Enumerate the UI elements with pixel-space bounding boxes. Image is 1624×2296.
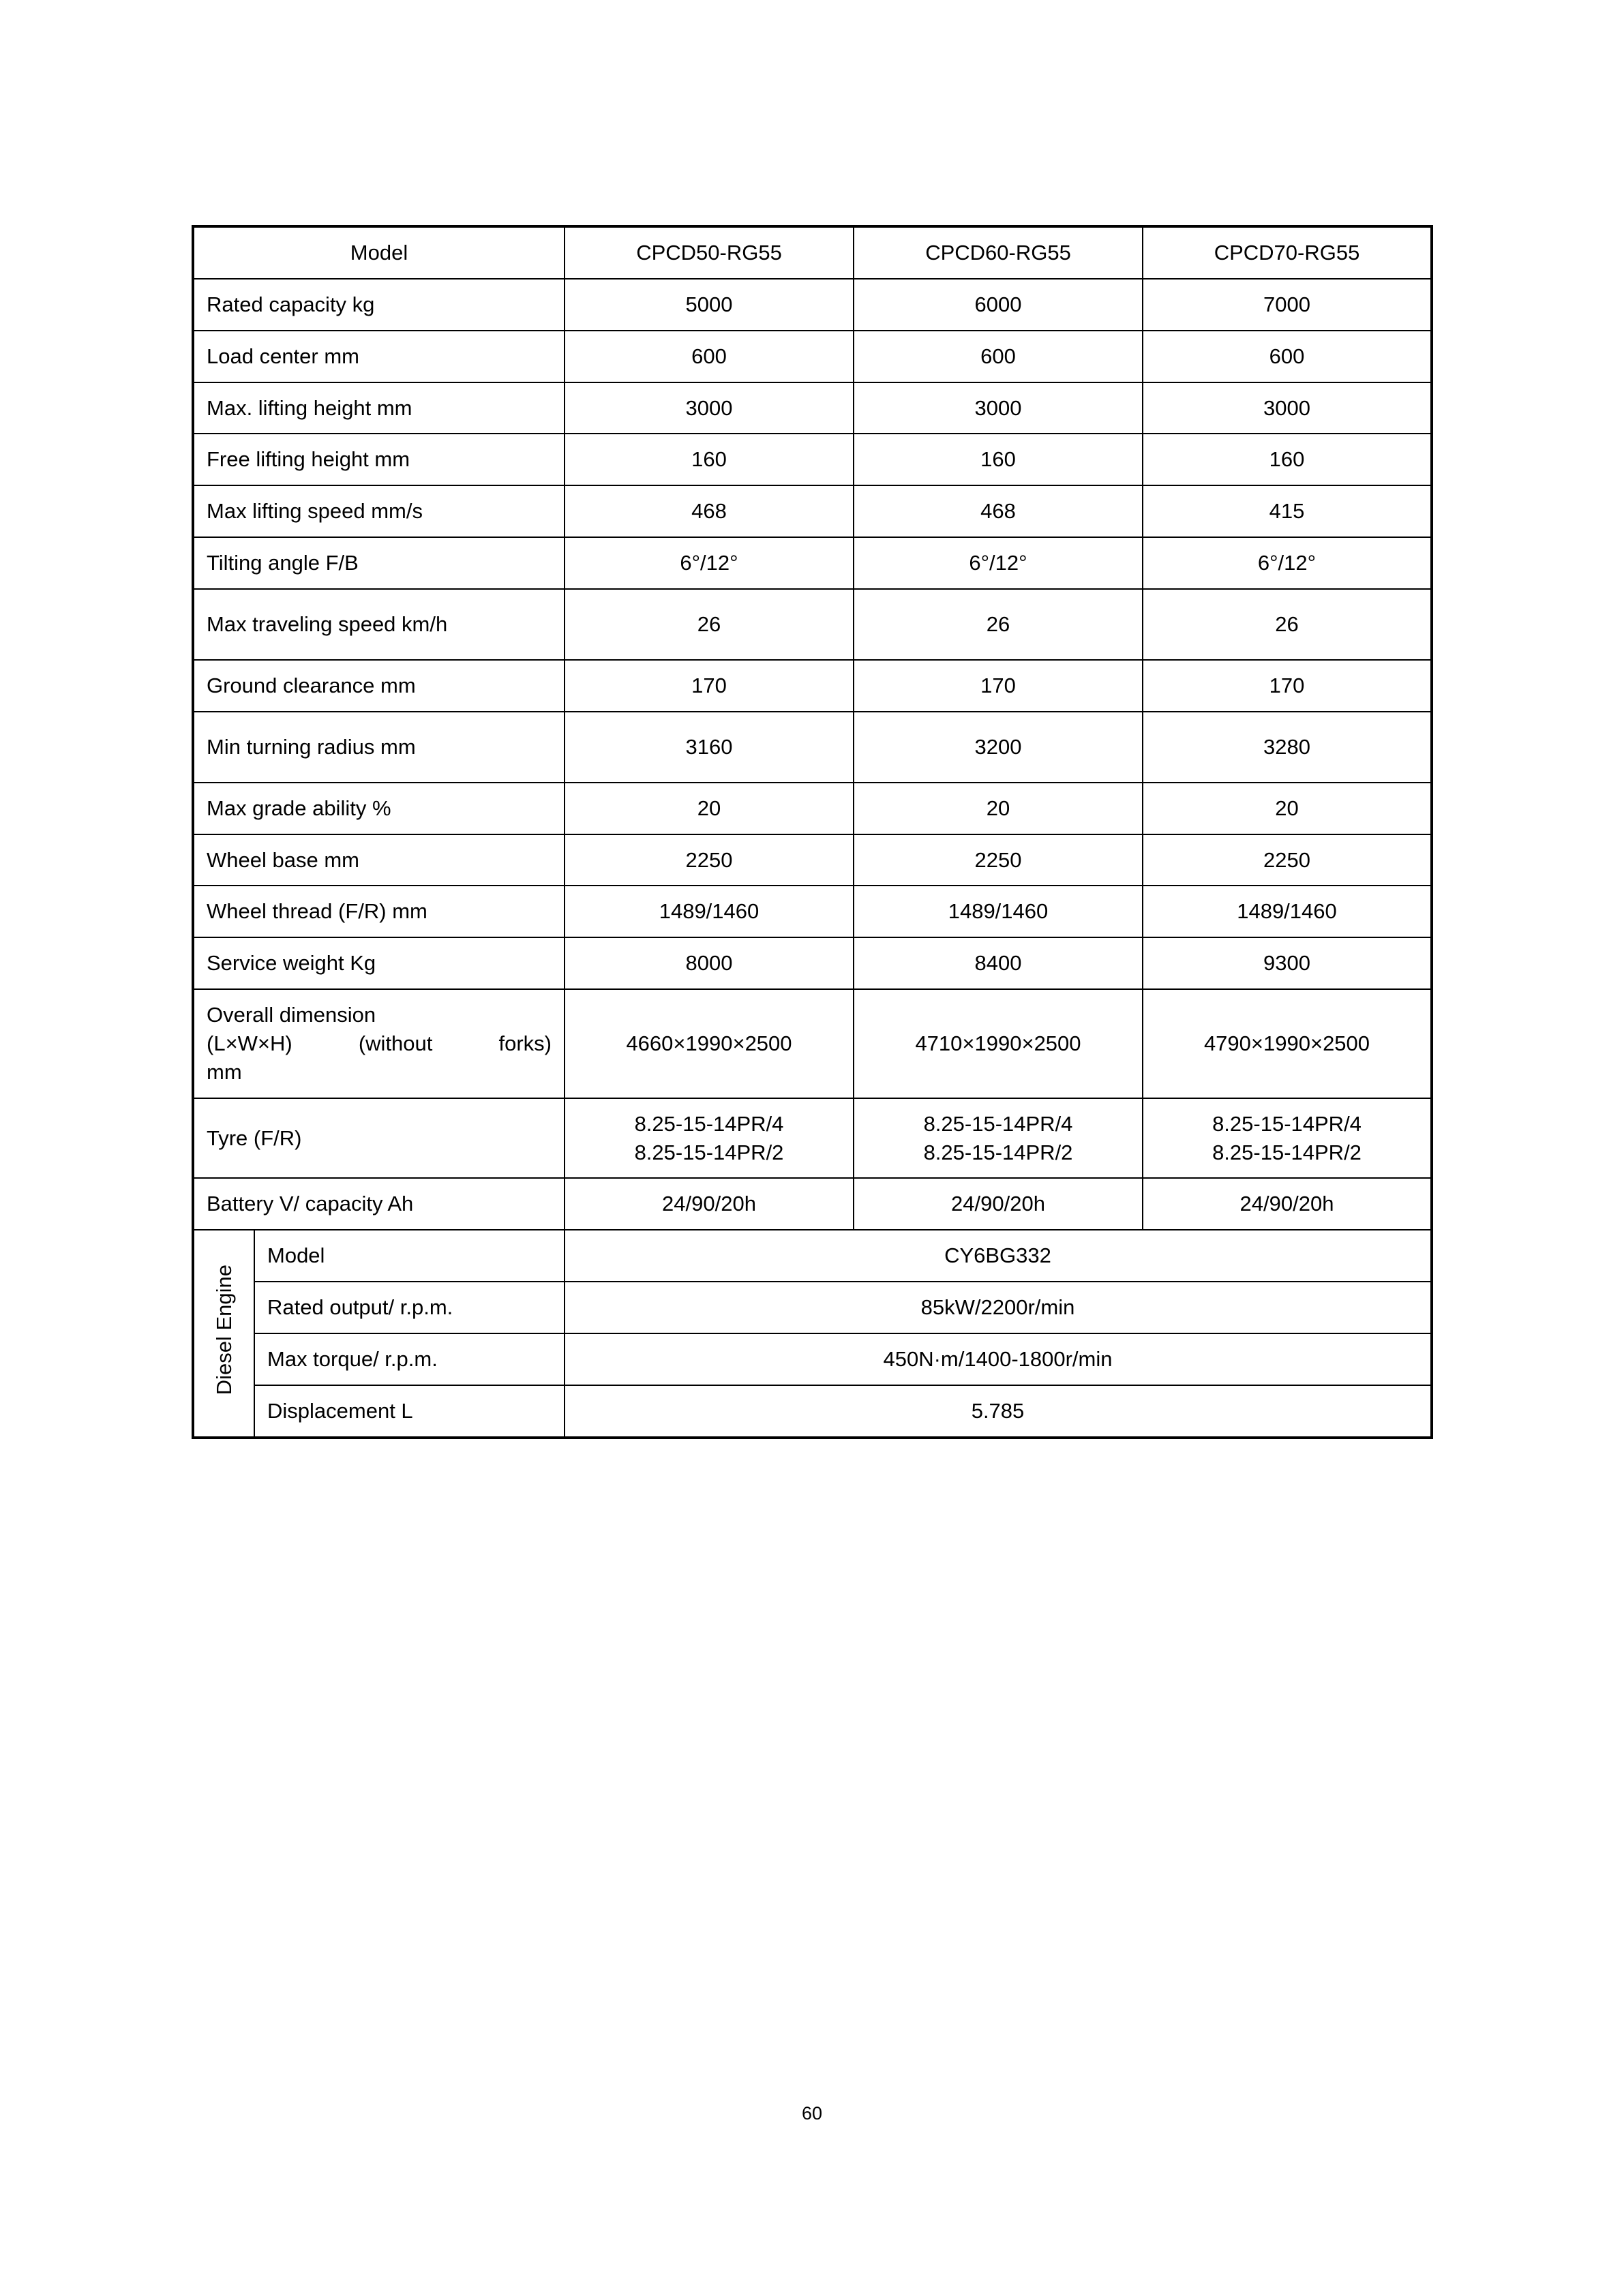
row-value: 600 — [1143, 331, 1432, 382]
row-value: 8000 — [565, 937, 854, 989]
engine-row-label: Displacement L — [254, 1385, 565, 1438]
row-value: 1489/1460 — [565, 886, 854, 937]
row-value: 170 — [854, 660, 1143, 712]
row-value: 24/90/20h — [565, 1178, 854, 1230]
row-value: 26 — [1143, 589, 1432, 660]
row-label-tyre: Tyre (F/R) — [193, 1098, 565, 1179]
row-label: Max grade ability % — [193, 783, 565, 834]
row-value: 6000 — [854, 279, 1143, 331]
table-row — [193, 382, 1432, 434]
row-value: 20 — [1143, 783, 1432, 834]
row-label-overall-dimension — [193, 989, 565, 1098]
row-value: 600 — [854, 331, 1143, 382]
row-value: 1489/1460 — [1143, 886, 1432, 937]
engine-row-label: Model — [254, 1230, 565, 1282]
engine-row-label: Max torque/ r.p.m. — [254, 1333, 565, 1385]
row-value: 5000 — [565, 279, 854, 331]
table-row — [193, 589, 1432, 660]
dim-line-1: Overall dimension — [207, 1003, 376, 1027]
row-label: Free lifting height mm — [193, 434, 565, 485]
row-value: 160 — [854, 434, 1143, 485]
header-model-3: CPCD70-RG55 — [1143, 226, 1432, 279]
table-row — [193, 783, 1432, 834]
row-value: 4660×1990×2500 — [565, 989, 854, 1098]
row-value: 170 — [565, 660, 854, 712]
table-row — [193, 712, 1432, 783]
row-label: Tilting angle F/B — [193, 537, 565, 589]
tyre-rear: 8.25-15-14PR/2 — [1212, 1140, 1362, 1164]
row-value-tyre — [854, 1098, 1143, 1179]
row-value: 4790×1990×2500 — [1143, 989, 1432, 1098]
row-value: 6°/12° — [854, 537, 1143, 589]
row-label: Ground clearance mm — [193, 660, 565, 712]
table-row-battery — [193, 1178, 1432, 1230]
table-row — [193, 485, 1432, 537]
engine-group-label — [193, 1230, 254, 1437]
header-model-2: CPCD60-RG55 — [854, 226, 1143, 279]
tyre-front: 8.25-15-14PR/4 — [923, 1111, 1073, 1136]
row-value: 20 — [854, 783, 1143, 834]
engine-row-max-torque — [193, 1333, 1432, 1385]
row-value: 3000 — [854, 382, 1143, 434]
header-model-1: CPCD50-RG55 — [565, 226, 854, 279]
row-value: 4710×1990×2500 — [854, 989, 1143, 1098]
engine-row-displacement — [193, 1385, 1432, 1438]
row-value: 7000 — [1143, 279, 1432, 331]
engine-row-value: 85kW/2200r/min — [565, 1282, 1432, 1333]
row-value: 24/90/20h — [1143, 1178, 1432, 1230]
row-value: 415 — [1143, 485, 1432, 537]
row-value: 6°/12° — [565, 537, 854, 589]
header-model-label: Model — [193, 226, 565, 279]
row-value: 2250 — [854, 834, 1143, 886]
row-label: Service weight Kg — [193, 937, 565, 989]
table-row — [193, 537, 1432, 589]
row-value: 3000 — [565, 382, 854, 434]
row-value: 2250 — [1143, 834, 1432, 886]
engine-row-rated-output — [193, 1282, 1432, 1333]
row-value: 170 — [1143, 660, 1432, 712]
row-value: 3160 — [565, 712, 854, 783]
table-row — [193, 834, 1432, 886]
row-label-battery: Battery V/ capacity Ah — [193, 1178, 565, 1230]
row-label: Wheel thread (F/R) mm — [193, 886, 565, 937]
row-value: 600 — [565, 331, 854, 382]
engine-row-value: CY6BG332 — [565, 1230, 1432, 1282]
row-value: 26 — [565, 589, 854, 660]
row-value-tyre — [1143, 1098, 1432, 1179]
row-label: Wheel base mm — [193, 834, 565, 886]
engine-row-value: 5.785 — [565, 1385, 1432, 1438]
row-value: 2250 — [565, 834, 854, 886]
tyre-rear: 8.25-15-14PR/2 — [634, 1140, 784, 1164]
row-value: 20 — [565, 783, 854, 834]
tyre-front: 8.25-15-14PR/4 — [1212, 1111, 1362, 1136]
row-value: 3280 — [1143, 712, 1432, 783]
row-value: 8400 — [854, 937, 1143, 989]
table-row-tyre — [193, 1098, 1432, 1179]
table-row — [193, 331, 1432, 382]
row-value: 160 — [1143, 434, 1432, 485]
row-label: Load center mm — [193, 331, 565, 382]
row-value: 3200 — [854, 712, 1143, 783]
row-value: 6°/12° — [1143, 537, 1432, 589]
table-row-overall-dimension — [193, 989, 1432, 1098]
dim-line-3: mm — [207, 1059, 242, 1084]
dim-line-2: (L×W×H) (without forks) — [207, 1031, 552, 1055]
row-value: 9300 — [1143, 937, 1432, 989]
row-label: Max lifting speed mm/s — [193, 485, 565, 537]
row-value: 160 — [565, 434, 854, 485]
row-value: 468 — [854, 485, 1143, 537]
engine-row-label: Rated output/ r.p.m. — [254, 1282, 565, 1333]
engine-row-value: 450N·m/1400-1800r/min — [565, 1333, 1432, 1385]
table-row — [193, 660, 1432, 712]
row-label: Rated capacity kg — [193, 279, 565, 331]
table-row — [193, 937, 1432, 989]
engine-group-label-text: Diesel Engine — [211, 1264, 236, 1395]
tyre-rear: 8.25-15-14PR/2 — [923, 1140, 1073, 1164]
row-value: 26 — [854, 589, 1143, 660]
table-row — [193, 886, 1432, 937]
row-value: 3000 — [1143, 382, 1432, 434]
row-label: Min turning radius mm — [193, 712, 565, 783]
table-row — [193, 279, 1432, 331]
specification-table — [192, 225, 1433, 1439]
tyre-front: 8.25-15-14PR/4 — [634, 1111, 784, 1136]
specification-table-container — [192, 225, 1430, 1439]
page-number: 60 — [801, 2103, 823, 2124]
row-label: Max. lifting height mm — [193, 382, 565, 434]
row-label: Max traveling speed km/h — [193, 589, 565, 660]
row-value: 1489/1460 — [854, 886, 1143, 937]
row-value-tyre — [565, 1098, 854, 1179]
row-value: 468 — [565, 485, 854, 537]
table-row — [193, 434, 1432, 485]
row-value: 24/90/20h — [854, 1178, 1143, 1230]
table-header-row — [193, 226, 1432, 279]
engine-row-model — [193, 1230, 1432, 1282]
